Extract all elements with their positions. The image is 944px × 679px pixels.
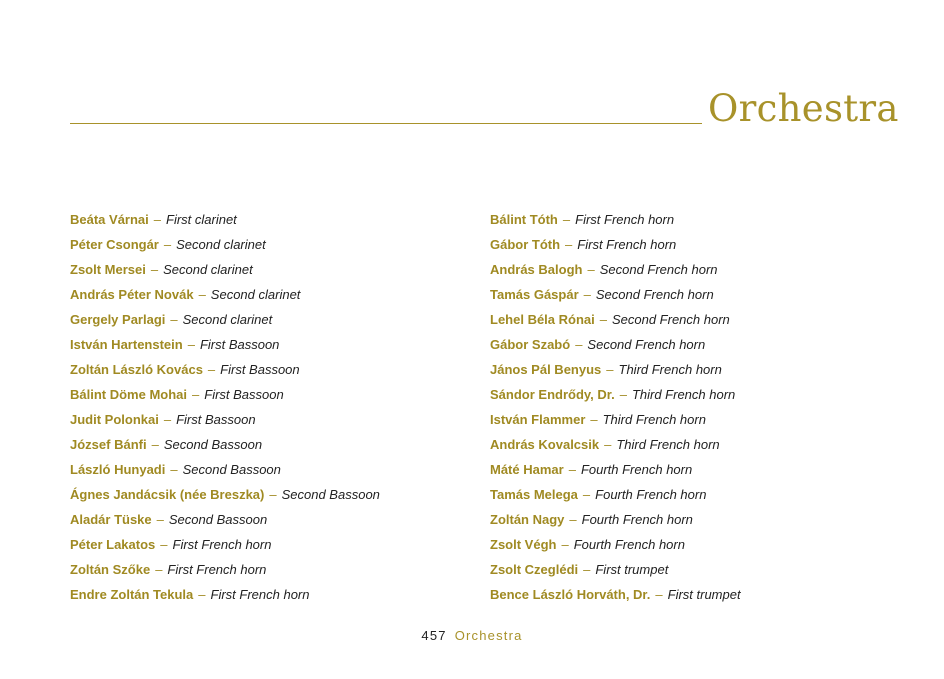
- separator-dash: –: [198, 587, 206, 602]
- musician-name: Endre Zoltán Tekula: [70, 587, 194, 602]
- roster-entry: [490, 310, 741, 335]
- musician-name: Sándor Endrődy, Dr.: [490, 387, 615, 402]
- separator-dash: –: [655, 587, 663, 602]
- musician-role: First Bassoon: [220, 362, 300, 377]
- roster-entry: [70, 560, 380, 585]
- musician-name: Lehel Béla Rónai: [490, 312, 595, 327]
- musician-role: First trumpet: [667, 587, 741, 602]
- musician-role: Second clarinet: [182, 312, 273, 327]
- separator-dash: –: [599, 312, 607, 327]
- musician-name: Zsolt Czeglédi: [490, 562, 579, 577]
- musician-name: Ágnes Jandácsik (née Breszka): [70, 487, 265, 502]
- roster-entry: [490, 435, 741, 460]
- separator-dash: –: [583, 287, 591, 302]
- musician-role: Fourth French horn: [595, 487, 707, 502]
- roster-entry: [70, 360, 380, 385]
- musician-name: László Hunyadi: [70, 462, 166, 477]
- separator-dash: –: [156, 512, 164, 527]
- musician-role: Third French horn: [631, 387, 736, 402]
- musician-role: Second clarinet: [176, 237, 266, 252]
- musician-role: Second French horn: [595, 287, 714, 302]
- musician-role: Second French horn: [611, 312, 730, 327]
- musician-name: Zoltán László Kovács: [70, 362, 203, 377]
- musician-role: Third French horn: [602, 412, 706, 427]
- roster-entry: [70, 410, 380, 435]
- musician-role: Second Bassoon: [163, 437, 263, 452]
- musician-name: Beáta Várnai: [70, 212, 149, 227]
- roster-entry: [70, 285, 380, 310]
- separator-dash: –: [160, 537, 168, 552]
- separator-dash: –: [269, 487, 277, 502]
- roster-entry: [490, 385, 741, 410]
- separator-dash: –: [561, 537, 569, 552]
- musician-role: First trumpet: [595, 562, 669, 577]
- roster-entry: [490, 235, 741, 260]
- separator-dash: –: [207, 362, 216, 377]
- roster-entry: [490, 485, 741, 510]
- musician-name: Péter Lakatos: [70, 537, 156, 552]
- musician-name: Bence László Horváth, Dr.: [490, 587, 651, 602]
- musician-role: Fourth French horn: [581, 512, 693, 527]
- musician-name: András Balogh: [490, 262, 583, 277]
- roster-entry: [70, 310, 380, 335]
- page-title: Orchestra: [708, 87, 899, 130]
- separator-dash: –: [604, 437, 612, 452]
- musician-role: Second Bassoon: [168, 512, 268, 527]
- roster-entry: [70, 210, 380, 235]
- roster-column-left: [70, 210, 380, 610]
- page-footer: [0, 627, 944, 645]
- musician-name: István Flammer: [490, 412, 586, 427]
- roster-entry: [70, 510, 380, 535]
- musician-name: Zoltán Nagy: [490, 512, 565, 527]
- roster-entry: [70, 235, 380, 260]
- musician-role: First Bassoon: [204, 387, 284, 402]
- separator-dash: –: [198, 287, 206, 302]
- separator-dash: –: [606, 362, 614, 377]
- separator-dash: –: [619, 387, 627, 402]
- separator-dash: –: [583, 562, 591, 577]
- separator-dash: –: [170, 462, 178, 477]
- musician-name: András Kovalcsik: [490, 437, 600, 452]
- roster-entry: [70, 485, 380, 510]
- musician-name: János Pál Benyus: [490, 362, 602, 377]
- musician-name: István Hartenstein: [70, 337, 183, 352]
- separator-dash: –: [187, 337, 195, 352]
- musician-name: Gergely Parlagi: [70, 312, 166, 327]
- roster-entry: [490, 460, 741, 485]
- musician-role: First Bassoon: [176, 412, 256, 427]
- musician-role: Second Bassoon: [182, 462, 281, 477]
- header-rule: [70, 123, 702, 124]
- musician-name: Zsolt Végh: [490, 537, 557, 552]
- musician-name: Tamás Melega: [490, 487, 578, 502]
- musician-name: József Bánfi: [70, 437, 147, 452]
- roster-entry: [490, 360, 741, 385]
- roster-entry: [490, 260, 741, 285]
- separator-dash: –: [587, 262, 595, 277]
- musician-role: First clarinet: [166, 212, 237, 227]
- musician-name: Aladár Tüske: [70, 512, 152, 527]
- roster-entry: [70, 585, 380, 610]
- roster-entry: [490, 410, 741, 435]
- separator-dash: –: [153, 212, 161, 227]
- separator-dash: –: [575, 337, 583, 352]
- roster-column-right: [490, 210, 741, 610]
- separator-dash: –: [163, 412, 172, 427]
- musician-role: First French horn: [577, 237, 677, 252]
- musician-name: Zoltán Szőke: [70, 562, 151, 577]
- musician-role: Second Bassoon: [281, 487, 380, 502]
- roster-entry: [70, 535, 380, 560]
- roster-entry: [70, 335, 380, 360]
- separator-dash: –: [569, 512, 577, 527]
- musician-name: Judit Polonkai: [70, 412, 159, 427]
- musician-role: First Bassoon: [199, 337, 280, 352]
- roster-entry: [490, 285, 741, 310]
- separator-dash: –: [163, 237, 172, 252]
- musician-role: Third French horn: [618, 362, 722, 377]
- separator-dash: –: [150, 262, 159, 277]
- musician-name: Bálint Tóth: [490, 212, 558, 227]
- musician-role: Second French horn: [599, 262, 718, 277]
- musician-name: Gábor Szabó: [490, 337, 571, 352]
- footer-section-label: Orchestra: [454, 628, 523, 643]
- separator-dash: –: [562, 212, 571, 227]
- roster-entry: [490, 535, 741, 560]
- roster-entry: [70, 435, 380, 460]
- musician-role: First French horn: [167, 562, 267, 577]
- musician-name: András Péter Novák: [70, 287, 194, 302]
- musician-name: Bálint Döme Mohai: [70, 387, 188, 402]
- separator-dash: –: [568, 462, 576, 477]
- page-number: 457: [421, 628, 447, 643]
- musician-role: First French horn: [575, 212, 675, 227]
- musician-role: Fourth French horn: [580, 462, 693, 477]
- musician-name: Gábor Tóth: [490, 237, 561, 252]
- roster-entry: [70, 260, 380, 285]
- musician-name: Tamás Gáspár: [490, 287, 579, 302]
- roster-entry: [70, 385, 380, 410]
- roster-entry: [490, 210, 741, 235]
- musician-role: First French horn: [210, 587, 310, 602]
- separator-dash: –: [192, 387, 200, 402]
- musician-role: Fourth French horn: [573, 537, 685, 552]
- musician-role: Third French horn: [616, 437, 720, 452]
- separator-dash: –: [155, 562, 163, 577]
- roster-entry: [490, 560, 741, 585]
- roster-entry: [70, 460, 380, 485]
- musician-role: Second clarinet: [210, 287, 301, 302]
- separator-dash: –: [565, 237, 573, 252]
- separator-dash: –: [170, 312, 178, 327]
- roster-entry: [490, 335, 741, 360]
- separator-dash: –: [590, 412, 598, 427]
- musician-role: Second French horn: [587, 337, 706, 352]
- separator-dash: –: [151, 437, 159, 452]
- separator-dash: –: [582, 487, 591, 502]
- roster-entry: [490, 585, 741, 610]
- musician-role: First French horn: [172, 537, 272, 552]
- musician-name: Máté Hamar: [490, 462, 564, 477]
- roster-entry: [490, 510, 741, 535]
- musician-role: Second clarinet: [163, 262, 253, 277]
- musician-name: Péter Csongár: [70, 237, 159, 252]
- musician-name: Zsolt Mersei: [70, 262, 146, 277]
